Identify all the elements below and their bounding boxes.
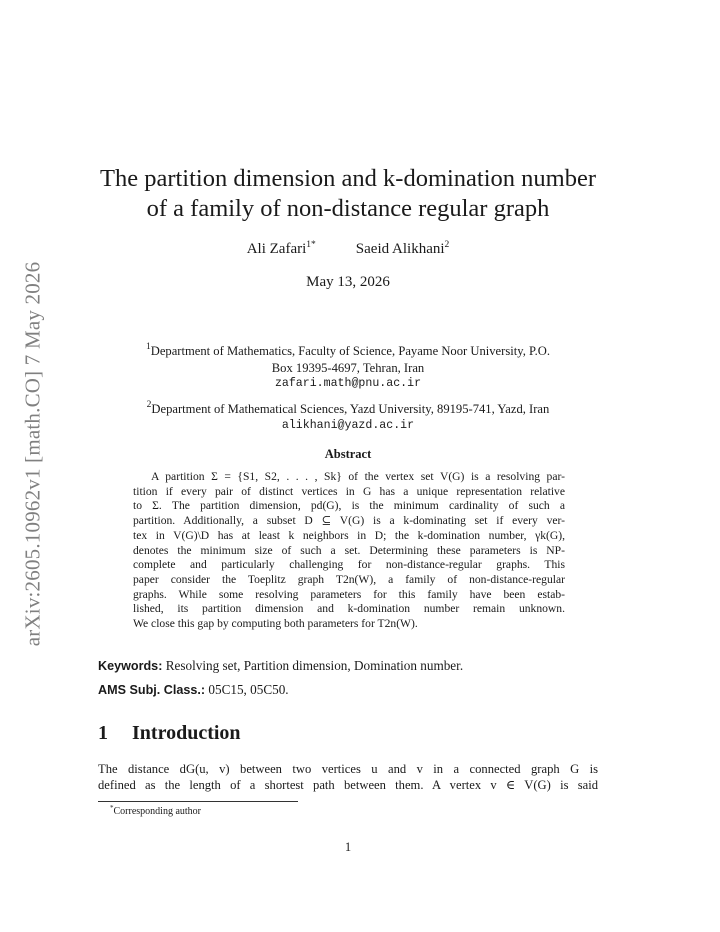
abstract-line: graphs. While some resolving parameters for this family have been estab- (133, 587, 565, 601)
intro-paragraph (98, 762, 598, 794)
intro-line: The distance dG(u, v) between two vertices u and v in a connected graph G is (98, 762, 598, 776)
footnote-rule (98, 801, 298, 802)
author-2: Saeid Alikhani$^2$ (355, 240, 450, 257)
affiliation-2: $^2$Department of Mathematical Sciences, Yazd University, 89195-741, Yazd, Iran alikhani@yazd.ac.ir (90, 401, 606, 434)
abstract-line: denotes the minimum size of such a set. Determining these parameters is NP- (133, 543, 565, 557)
email-2: alikhani@yazd.ac.ir (281, 418, 415, 432)
abstract-heading: Abstract (324, 447, 372, 461)
abstract-line: A partition Σ = {S1, S2, . . . , Sk} of the vertex set V(G) is a resolving par- (151, 470, 565, 483)
paper-date: May 13, 2026 (306, 274, 390, 290)
arxiv-side-identifier: arXiv:2605.10962v1 [math.CO] 7 May 2026 (20, 261, 45, 647)
abstract-line: paper consider the Toeplitz graph T2n(W), a family of non-distance-regular (133, 572, 565, 586)
abstract-line: lished, its partition dimension and k-domination number remain unknown. (133, 602, 565, 616)
author-list (90, 241, 606, 258)
title-line-2: of a family of non-distance regular graph (146, 195, 550, 222)
keywords: Keywords: Resolving set, Partition dimension, Domination number. (98, 658, 464, 673)
email-1: zafari.math@pnu.ac.ir (274, 377, 422, 390)
abstract-body (133, 470, 565, 632)
author-1: Ali Zafari$^{1*}$ (246, 240, 316, 257)
abstract-line: We close this gap by computing both parameters for T2n(W). (133, 617, 418, 631)
abstract-line: tition if every pair of distinct vertices in G has a unique representation relative (133, 484, 565, 498)
page-number: 1 (344, 840, 352, 854)
footnote: *Corresponding author (110, 804, 201, 817)
title-line-1: The partition dimension and k-domination number (99, 165, 597, 192)
abstract-line: tex in V(G)\D has at least k neighbors in D; the k-domination number, γk(G), (133, 528, 565, 542)
intro-line: defined as the length of a shortest path between them. A vertex v ∈ V(G) is said (98, 777, 598, 792)
paper-title (90, 164, 606, 224)
affiliation-1: $^1$Department of Mathematics, Faculty of Science, Payame Noor University, P.O. Box 19395-4697, Tehran, Iran zafari.math@pnu.ac.ir (90, 343, 606, 393)
abstract-line: to Σ. The partition dimension, pd(G), is the minimum cardinality of such a (133, 499, 565, 513)
abstract-line: complete and particularly challenging for non-distance-regular graphs. This (133, 558, 565, 572)
abstract-line: partition. Additionally, a subset D ⊆ V(G) is a k-dominating set if every ver- (133, 514, 565, 528)
ams-classification: AMS Subj. Class.: 05C15, 05C50. (98, 682, 289, 697)
section-heading: 1 Introduction (98, 722, 241, 744)
